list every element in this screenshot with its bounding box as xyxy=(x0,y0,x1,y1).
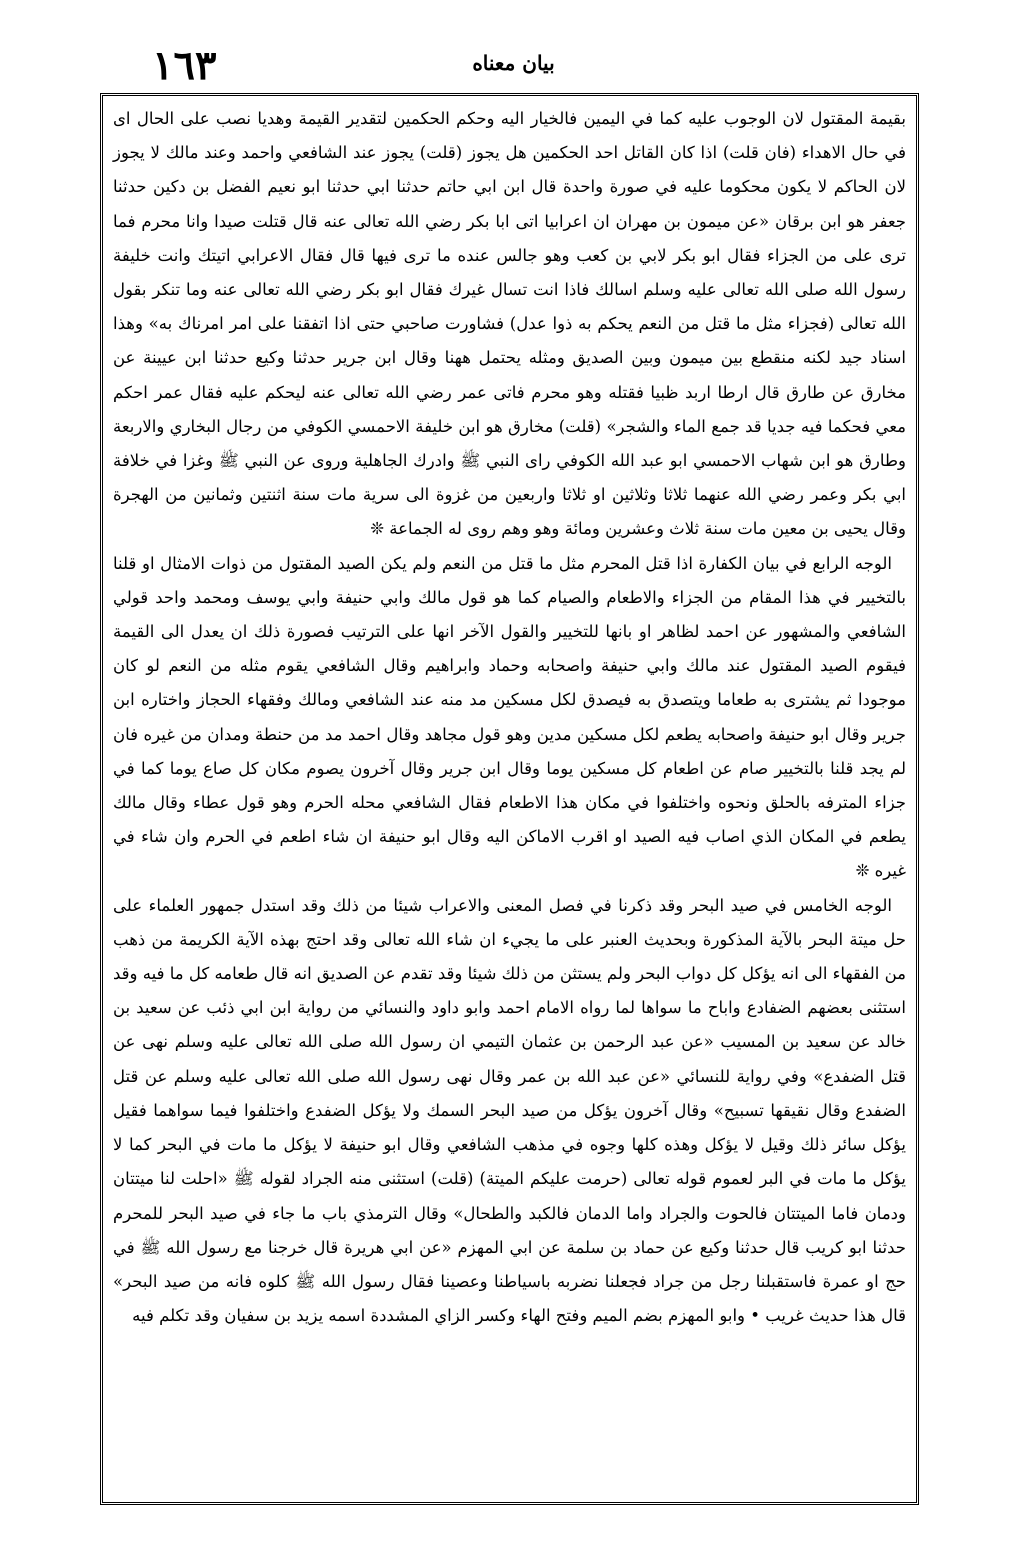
running-title: بيان معناه xyxy=(472,51,555,75)
page-number: ١٦٣ xyxy=(152,42,217,89)
paragraph-2: الوجه الرابع في بيان الكفارة اذا قتل المحرم مثل ما قتل من النعم ولم يكن الصيد المقتول من ذوات الامثال او قلنا بالتخيير في هذا المقام من الجزاء والاطعام والصيام كما هو قول مالك وابي حنيفة وابي يوسف ومحمد واحد قولي الشافعي والمشهور عن احمد لظاهر او بانها للتخيير والقول الآخر انها على الترتيب فصورة ذلك ان يعدل الى القيمة فيقوم الصيد المقتول عند مالك وابي حنيفة واصحابه وحماد وابراهيم وقال الشافعي يقوم مثله من النعم لو كان موجودا ثم يشترى به طعاما ويتصدق به فيصدق لكل مسكين مد منه عند الشافعي ومالك وفقهاء الحجاز واختاره ابن جرير وقال ابو حنيفة واصحابه يطعم لكل مسكين مدين وهو قول مجاهد وقال احمد مد من حنطة ومدان من غيره فان لم يجد قلنا بالتخيير صام عن اطعام كل مسكين يوما وقال ابن جرير وقال آخرون يصوم مكان كل صاع يوما كما في جزاء المترفه بالحلق ونحوه واختلفوا في مكان هذا الاطعام فقال الشافعي محله الحرم وهو قول عطاء وقال مالك يطعم في المكان الذي اصاب فيه الصيد او اقرب الاماكن اليه وقال ابو حنيفة ان شاء اطعم في الحرم وان شاء في غيره ❊ xyxy=(113,553,906,881)
paragraph-3: الوجه الخامس في صيد البحر وقد ذكرنا في فصل المعنى والاعراب شيئا من ذلك وقد استدل جمهور العلماء على حل ميتة البحر بالآية المذكورة وبحديث العنبر على ما يجيء ان شاء الله تعالى وقد احتج بهذه الآية الكريمة من ذهب من الفقهاء الى انه يؤكل كل دواب البحر ولم يستثن من ذلك شيئا وقد تقدم عن الصديق انه قال طعامه كل ما فيه وقد استثنى بعضهم الضفادع واباح ما سواها لما رواه الامام احمد وابو داود والنسائي من رواية ابن ابي ذئب عن سعيد بن خالد عن سعيد بن المسيب «عن عبد الرحمن بن عثمان التيمي ان رسول الله صلى الله تعالى عليه وسلم نهى عن قتل الضفدع» وفي رواية للنسائي «عن عبد الله بن عمر وقال نهى رسول الله صلى الله تعالى عليه وسلم عن قتل الضفدع وقال نقيقها تسبيح» وقال آخرون يؤكل من صيد البحر السمك ولا يؤكل الضفدع واختلفوا فيما سواهما فقيل يؤكل سائر ذلك وقيل لا يؤكل وهذه كلها وجوه في مذهب الشافعي وقال ابو حنيفة لا يؤكل ما مات في البحر كما لا يؤكل ما مات في البر لعموم قوله تعالى (حرمت عليكم الميتة) (قلت) استثنى منه الجراد لقوله ﷺ «احلت لنا ميتتان ودمان فاما الميتتان فالحوت والجراد واما الدمان فالكبد والطحال» وقال الترمذي باب ما جاء في صيد البحر للمحرم حدثنا ابو كريب قال حدثنا وكيع عن حماد بن سلمة عن ابي المهزم «عن ابي هريرة قال خرجنا مع رسول الله ﷺ في حج او عمرة فاستقبلنا رجل من جراد فجعلنا نضربه باسياطنا وعصينا فقال رسول الله ﷺ كلوه فانه من صيد البحر» قال هذا حديث غريب • وابو المهزم بضم الميم وفتح الهاء وكسر الزاي المشددة اسمه يزيد بن سفيان وقد تكلم فيه xyxy=(113,895,906,1326)
paragraph-1: بقيمة المقتول لان الوجوب عليه كما في اليمين فالخيار اليه وحكم الحكمين لتقدير القيمة وهديا نصب على الحال اى في حال الاهداء (فان قلت) اذا كان القاتل احد الحكمين هل يجوز (قلت) يجوز عند الشافعي واحمد وعند مالك لا يجوز لان الحاكم لا يكون محكوما عليه في صورة واحدة قال ابن ابي حاتم حدثنا ابي حدثنا ابو نعيم الفضل بن دكين حدثنا جعفر هو ابن برقان «عن ميمون بن مهران ان اعرابيا اتى ابا بكر رضي الله تعالى عنه قال قتلت صيدا وانا محرم فما ترى على من الجزاء فقال ابو بكر لابي بن كعب وهو جالس عنده ما ترى فيها قال فقال الاعرابي اتيتك وانت خليفة رسول الله صلى الله تعالى عليه وسلم اسالك فاذا انت تسال غيرك فقال ابو بكر رضي الله تعالى عنه وما تنكر بقول الله تعالى (فجزاء مثل ما قتل من النعم يحكم به ذوا عدل) فشاورت صاحبي حتى اذا اتفقنا على امر امرناك به» وهذا اسناد جيد لكنه منقطع بين ميمون وبين الصديق ومثله يحتمل ههنا وقال ابن جرير حدثنا وكيع حدثنا ابن عيينة عن مخارق عن طارق قال ارطا اربد ظبيا فقتله وهو محرم فاتى عمر رضي الله تعالى عنه ليحكم عليه فقال عمر احكم معي فحكما فيه جديا قد جمع الماء والشجر» (قلت) مخارق هو ابن خليفة الاحمسي الكوفي من رجال البخاري والاربعة وطارق هو ابن شهاب الاحمسي ابو عبد الله الكوفي راى النبي ﷺ وادرك الجاهلية وروى عن النبي ﷺ وغزا في خلافة ابي بكر وعمر رضي الله عنهما ثلاثا وثلاثين او ثلاثا واربعين من غزوة الى سرية مات سنة اثنتين وثمانين من الهجرة وقال يحيى بن معين مات سنة ثلاث وعشرين ومائة وهو وهم روى له الجماعة ❊ xyxy=(113,109,906,539)
text-frame xyxy=(100,93,919,1505)
page-header xyxy=(110,40,917,95)
